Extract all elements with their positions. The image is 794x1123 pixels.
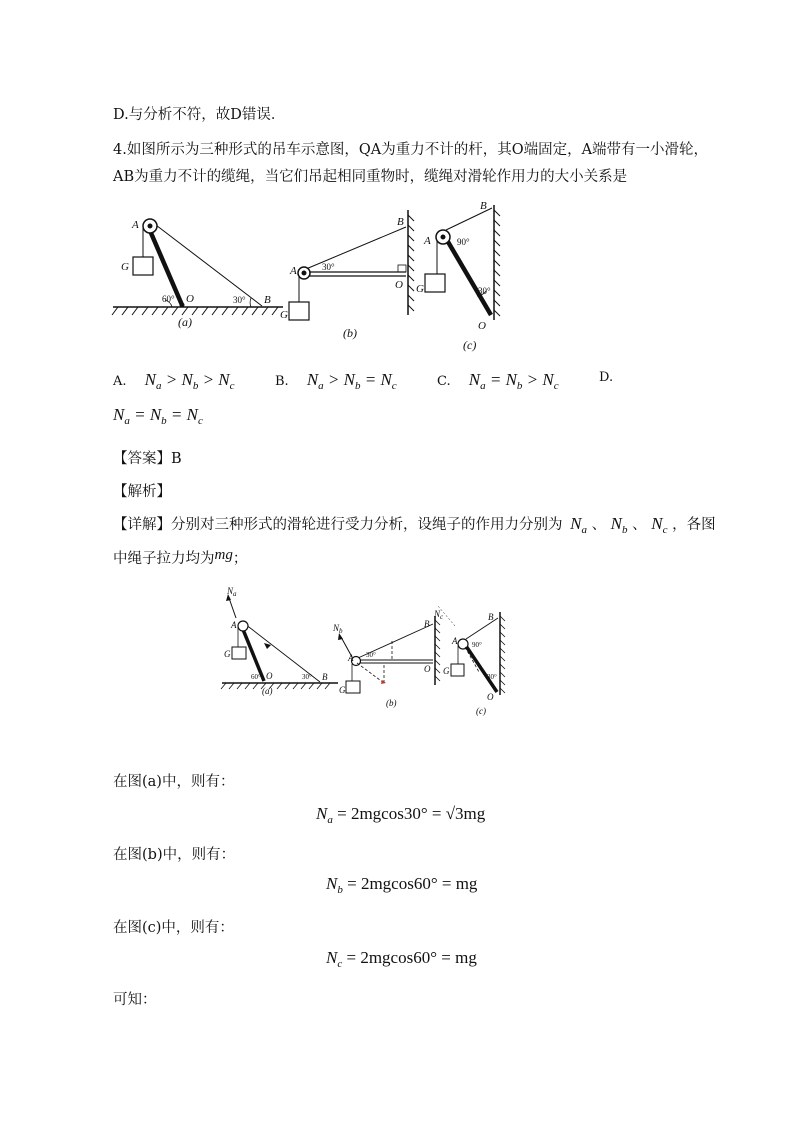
- svg-text:B: B: [480, 200, 487, 212]
- fig-a-intro: 在图(a)中，则有：: [113, 774, 235, 790]
- svg-text:Na: $N_a$: [227, 586, 237, 598]
- svg-text:B: B: [397, 216, 404, 228]
- svg-text:60°: 60°: [251, 673, 261, 681]
- svg-text:60°: 60°: [162, 294, 175, 304]
- d-option-line: D.与分析不符，故D错误．: [113, 107, 286, 123]
- svg-text:(a): (a): [178, 315, 192, 329]
- svg-text:O: O: [186, 293, 194, 305]
- equation-b: $N_b = 2mgcos60^\circ$ = mg: [326, 874, 478, 896]
- question-figure: [0, 195, 794, 395]
- svg-text:30°: 30°: [233, 295, 246, 305]
- option-d: D.: [599, 370, 614, 385]
- svg-text:O: O: [487, 692, 494, 702]
- equation-a: $N_a = 2mgcos30^\circ = √3mg$: [316, 804, 486, 826]
- svg-text:(c): (c): [476, 706, 486, 716]
- svg-text:30°: 30°: [322, 262, 335, 272]
- option-b: B. $N_a > N_b = N_c$: [275, 370, 397, 392]
- option-a: A. $N_a > N_b > N_c$: [113, 370, 235, 392]
- svg-text:(a): (a): [262, 686, 273, 696]
- fig-b-intro: 在图(b)中，则有：: [113, 847, 236, 863]
- svg-text:G: G: [416, 283, 424, 295]
- figure-c: [425, 205, 500, 320]
- svg-text:30°: 30°: [487, 673, 497, 681]
- svg-text:A: A: [231, 620, 237, 630]
- svg-text:90°: 90°: [457, 237, 470, 247]
- svg-text:G: G: [443, 666, 450, 676]
- svg-text:Nc: $N_c$: [434, 609, 444, 621]
- solution-figure: [0, 580, 794, 730]
- fig-c-intro: 在图(c)中，则有：: [113, 920, 234, 936]
- figure-b: [289, 210, 414, 320]
- svg-text:A: A: [348, 653, 354, 663]
- figure-a: [112, 219, 283, 315]
- svg-text:(b): (b): [343, 326, 357, 340]
- svg-text:G: G: [280, 309, 288, 321]
- svg-text:A: A: [290, 265, 297, 277]
- conclusion-line: 可知：: [113, 992, 157, 1008]
- svg-text:A: A: [452, 636, 458, 646]
- detail-line2: 中绳子拉力均为mg；: [113, 547, 248, 567]
- svg-text:(b): (b): [386, 698, 397, 708]
- question-4-line2: AB为重力不计的缆绳，当它们吊起相同重物时，缆绳对滑轮作用力的大小关系是: [113, 169, 628, 185]
- svg-text:B: B: [488, 612, 494, 622]
- svg-text:G: G: [339, 685, 346, 695]
- svg-text:30°: 30°: [302, 673, 312, 681]
- svg-text:O: O: [478, 320, 486, 332]
- analysis-heading: 【解析】: [113, 484, 171, 500]
- svg-text:Nb: $N_b$: [333, 623, 343, 635]
- question-4-line1: 4.如图所示为三种形式的吊车示意图，QA为重力不计的杆，其O端固定，A端带有一小滑轮，: [113, 142, 709, 158]
- svg-text:G: G: [224, 649, 231, 659]
- svg-text:O: O: [395, 279, 403, 291]
- svg-text:(c): (c): [463, 338, 477, 352]
- solution-a: [221, 594, 338, 689]
- answer-line: 【答案】B: [113, 451, 182, 467]
- svg-text:B: B: [264, 294, 271, 306]
- option-c: C. $N_a = N_b > N_c$: [437, 370, 559, 392]
- solution-a-labels: [224, 586, 328, 696]
- svg-text:G: G: [121, 261, 129, 273]
- solution-c: [438, 606, 505, 695]
- svg-text:B: B: [424, 619, 430, 629]
- svg-text:90°: 90°: [472, 641, 482, 649]
- equation-c: $N_c = 2mgcos60^\circ$ = mg: [326, 948, 477, 970]
- svg-text:A: A: [132, 219, 139, 231]
- svg-text:30°: 30°: [478, 286, 491, 296]
- svg-text:O: O: [424, 664, 431, 674]
- option-d-formula: $N_a = N_b = N_c$: [113, 405, 203, 427]
- svg-text:A: A: [424, 235, 431, 247]
- svg-text:O: O: [266, 671, 273, 681]
- svg-text:B: B: [322, 672, 328, 682]
- svg-text:30°: 30°: [366, 651, 376, 659]
- detail-line1: 【详解】分别对三种形式的滑轮进行受力分析，设绳子的作用力分别为 $N_a$ 、 $N_b$ 、 $N_c$ ，各图: [113, 514, 716, 536]
